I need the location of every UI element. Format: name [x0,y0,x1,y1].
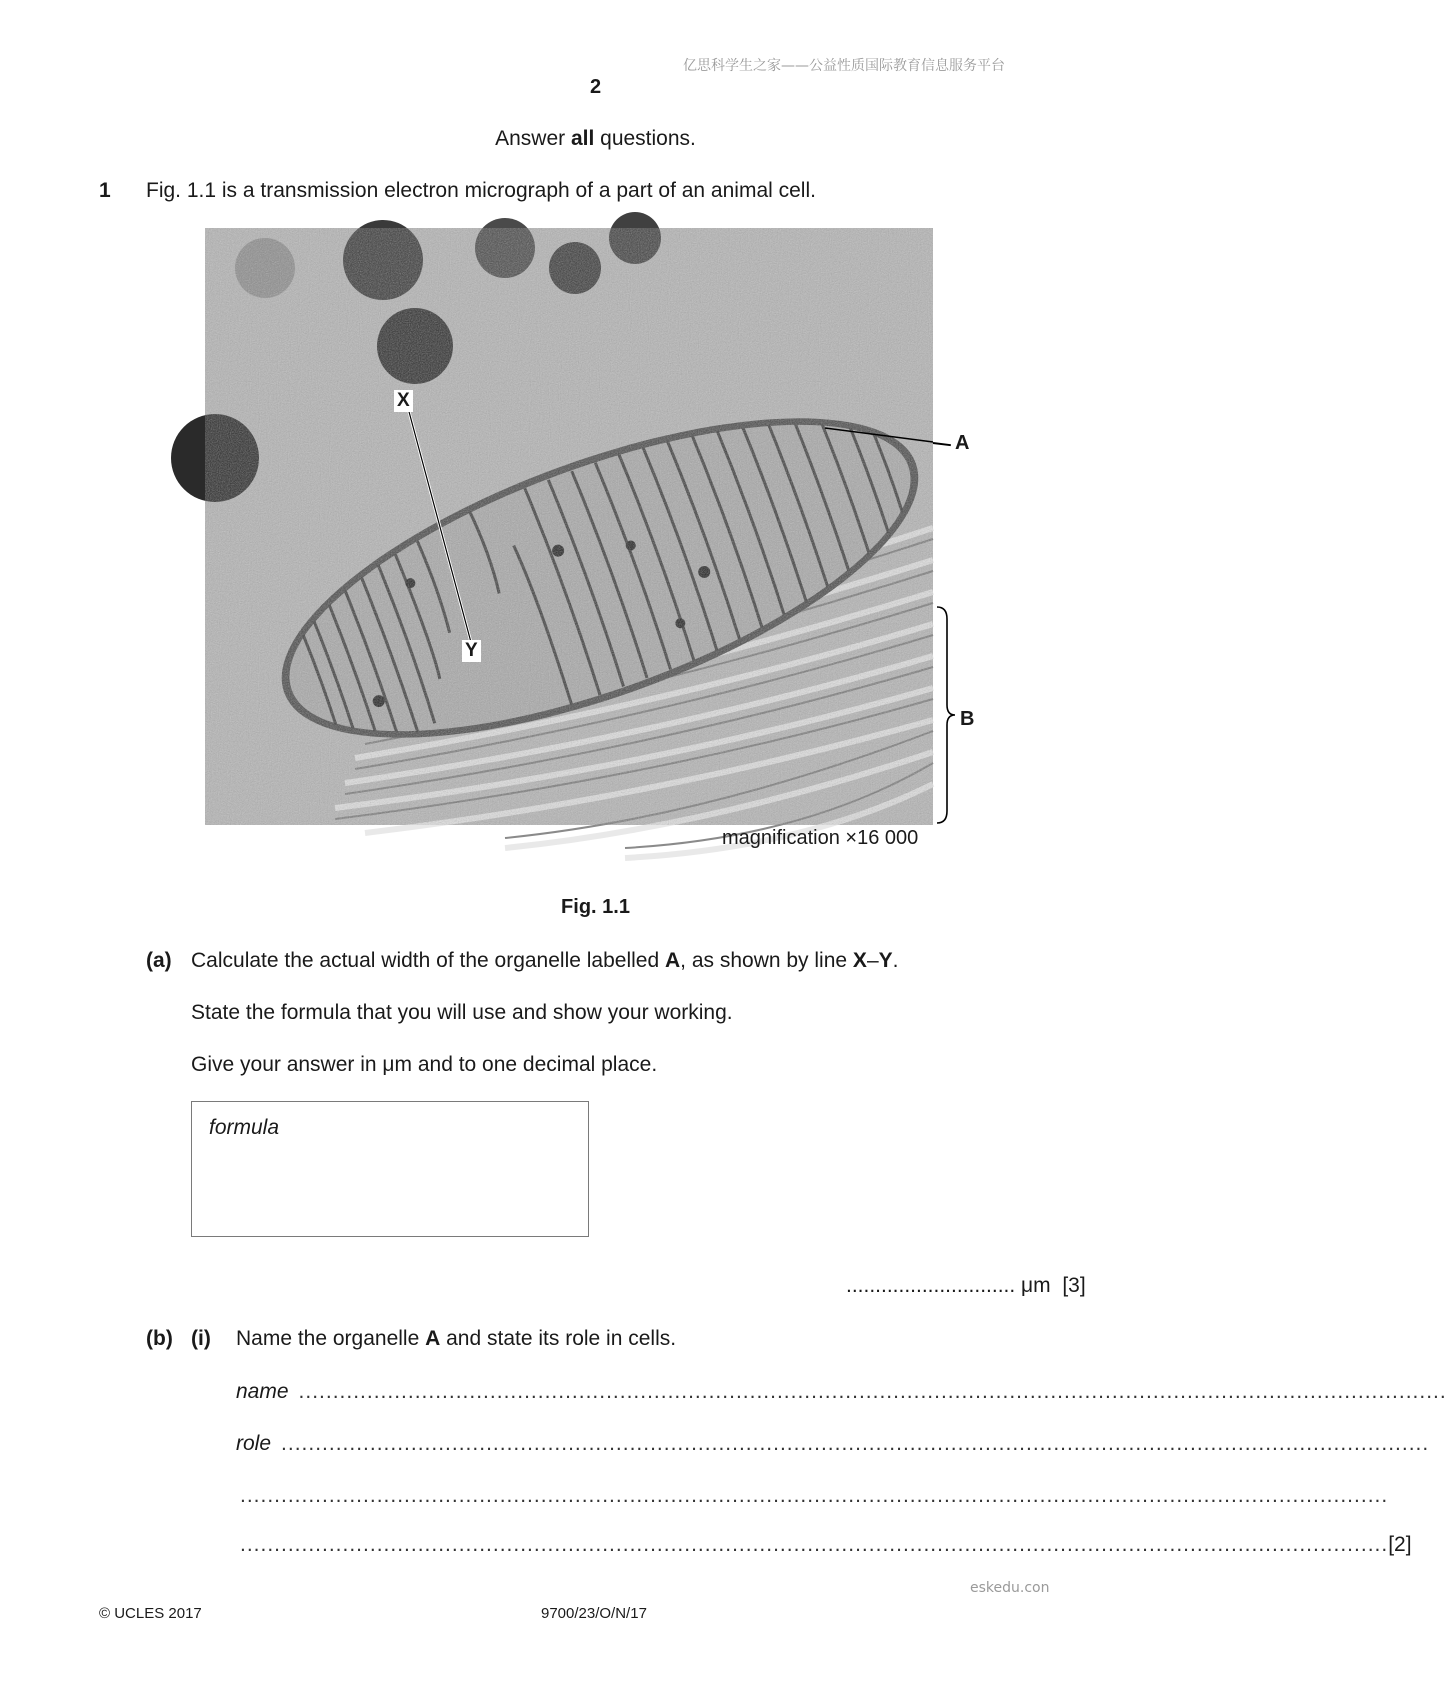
marks-b: [2] [1388,1533,1412,1556]
answer-line-4-dots: ........................................................................................................................................................................ [240,1533,1389,1556]
name-label: name [236,1380,289,1403]
answer-dots: ............................. [846,1274,1016,1297]
role-dots: ........................................................................................................................................................................ [281,1432,1430,1455]
unit: μm [1021,1274,1051,1297]
role-answer-line[interactable] [236,1432,1430,1456]
label-B: B [960,708,975,730]
figure-caption: Fig. 1.1 [561,896,630,918]
answer-line-4[interactable] [240,1533,1412,1557]
copyright: © UCLES 2017 [99,1605,202,1622]
label-A: A [955,432,970,454]
bracket-B [935,605,959,825]
part-b-sub-label: (i) [191,1327,211,1350]
paper-code: 9700/23/O/N/17 [541,1605,647,1622]
answer-line-a[interactable] [846,1274,1086,1298]
label-X: X [394,390,413,412]
part-b-label: (b) [146,1327,173,1350]
marks-a: [3] [1062,1274,1086,1297]
part-a-line3: Give your answer in μm and to one decimal place. [191,1053,658,1076]
page-number: 2 [589,76,602,98]
watermark-bottom: eskedu.con [970,1580,1050,1596]
part-a-line2: State the formula that you will use and show your working. [191,1001,733,1024]
label-A-pointer [933,442,951,446]
formula-label: formula [209,1116,280,1139]
magnification: magnification ×16 000 [722,827,919,849]
part-b-question: Name the organelle A and state its role in cells. [236,1327,677,1350]
instruction: Answer all questions. [495,127,696,150]
answer-line-3[interactable]: ........................................................................................................................................................................ [240,1484,1389,1507]
role-label: role [236,1432,272,1455]
label-Y: Y [462,640,481,662]
name-answer-line[interactable] [236,1380,1447,1404]
part-a-label: (a) [146,949,172,972]
name-dots: ........................................................................................................................................................................ [298,1380,1447,1403]
micrograph-image [205,228,933,825]
question-number: 1 [99,179,111,202]
watermark-top: 亿思科学生之家——公益性质国际教育信息服务平台 [683,58,1005,74]
question-stem: Fig. 1.1 is a transmission electron micrograph of a part of an animal cell. [146,179,816,202]
part-a-line1: Calculate the actual width of the organelle labelled A, as shown by line X–Y. [191,949,899,972]
formula-box[interactable] [191,1101,589,1237]
